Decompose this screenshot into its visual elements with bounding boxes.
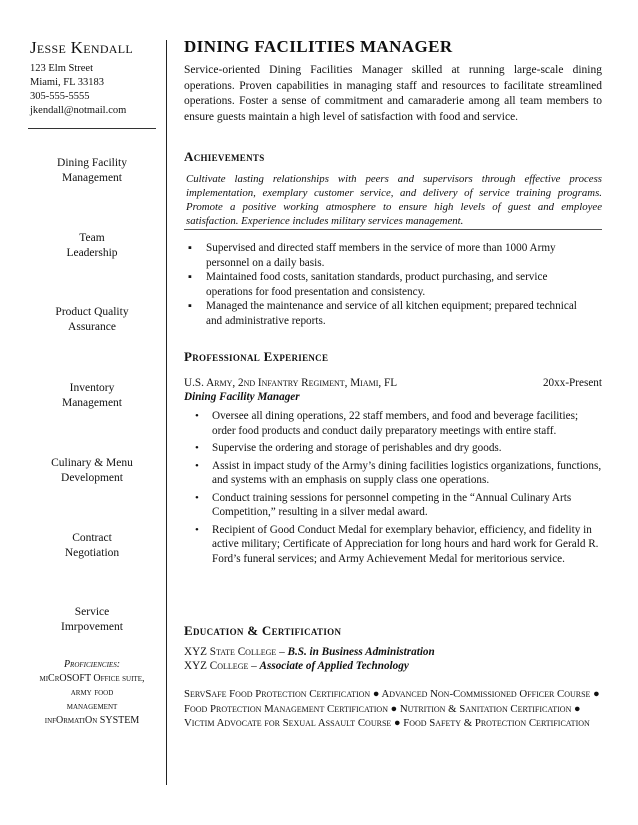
degree: B.S. in Business Administration bbox=[287, 646, 435, 658]
left-divider bbox=[28, 128, 156, 129]
experience-list bbox=[193, 409, 603, 566]
list-item: • Supervise the ordering and storage of perishables and dry goods. bbox=[193, 441, 603, 456]
list-item: • Oversee all dining operations, 22 staff members, and food and beverage facilities; order food products and conduct daily preparatory meetings with entire staff. bbox=[193, 409, 603, 438]
skill-item: Team Leadership bbox=[66, 232, 118, 259]
skill-item: Inventory Management bbox=[61, 382, 123, 409]
job-line bbox=[184, 377, 602, 389]
contact-block bbox=[30, 62, 126, 118]
list-item: ▪ Managed the maintenance and service of all kitchen equipment; prepared technical and administrative reports. bbox=[184, 299, 594, 328]
education-entry: XYZ College – Associate of Applied Technology bbox=[184, 660, 409, 672]
achievements-heading: Achievements bbox=[184, 149, 265, 164]
education-entry: XYZ State College – B.S. in Business Administration bbox=[184, 646, 435, 658]
skill-item: Dining Facility Management bbox=[57, 157, 127, 184]
skill-item: Product Quality Assurance bbox=[55, 306, 129, 333]
job-title: Dining Facility Manager bbox=[184, 391, 300, 403]
skill-item: Service Imrpovement bbox=[61, 606, 123, 633]
certifications: ServSafe Food Protection Certification ● Advanced Non-Commissioned Officer Course ● Food Protection Management Certification ● Nutrition & Sanitation Certification ● Victim Advocate for Sexual Assault Course ● Food Safety & Protection Certification bbox=[184, 688, 600, 729]
summary: Service-oriented Dining Facilities Manager skilled at running large-scale dining operations. Proven capabilities in managing staff and resources to facilitate streamlined operations. Foster a sense of commitment and camaraderie among all team members to ensure guests maintain a high level of satisfaction with food and service. bbox=[184, 64, 602, 123]
proficiencies-heading: Proficiencies: bbox=[63, 659, 121, 670]
email: jkendall@notmail.com bbox=[30, 105, 127, 116]
column-divider bbox=[166, 40, 167, 785]
skill-item: Culinary & Menu Development bbox=[51, 457, 133, 484]
school: XYZ State College bbox=[184, 646, 277, 658]
proficiencies: Proficiencies: miCrOSOFT Office suite, army food management infOrmatiOn SYSTEM bbox=[24, 658, 160, 728]
school: XYZ College bbox=[184, 660, 249, 672]
address-line-1: 123 Elm Street bbox=[30, 63, 93, 74]
person-name: Jesse Kendall bbox=[30, 38, 134, 57]
list-item: • Assist in impact study of the Army’s dining facilities logistics organizations, functions, and systems with an emphasis on supply class one operations. bbox=[193, 459, 603, 488]
achievements-divider bbox=[184, 229, 602, 230]
experience-heading: Professional Experience bbox=[184, 349, 329, 364]
phone: 305-555-5555 bbox=[30, 91, 90, 102]
job-dates: 20xx-Present bbox=[542, 377, 602, 389]
degree: Associate of Applied Technology bbox=[259, 660, 409, 672]
achievements-description: Cultivate lasting relationships with peers and supervisors through effective process implementation, exemplary customer service, and delivery of service training programs. Promote a positive working atmosphere to ensure high levels of guest and employee satisfaction. Experience includes military services management. bbox=[186, 173, 602, 227]
list-item: ▪ Maintained food costs, sanitation standards, product purchasing, and service operations for food presentation and consistency. bbox=[184, 270, 594, 299]
list-item: ▪ Supervised and directed staff members in the service of more than 1000 Army personnel on a daily basis. bbox=[184, 241, 594, 270]
list-item: • Conduct training sessions for personnel competing in the “Annual Culinary Arts Competition,” resulting in a silver medal award. bbox=[193, 491, 603, 520]
list-item: • Recipient of Good Conduct Medal for exemplary behavior, efficiency, and fidelity in active military; Certificate of Appreciation for long hours and hard work for Gerald R. Ford’s funeral services; and Army Achievement Medal for meritorious service. bbox=[193, 523, 603, 567]
employer: U.S. Army, 2nd Infantry Regiment, Miami, FL bbox=[184, 377, 398, 389]
resume-title: DINING FACILITIES MANAGER bbox=[184, 37, 453, 56]
skill-item: Contract Negotiation bbox=[64, 532, 120, 559]
education-heading: Education & Certification bbox=[184, 623, 342, 638]
achievements-list bbox=[184, 241, 594, 328]
address-line-2: Miami, FL 33183 bbox=[30, 77, 104, 88]
